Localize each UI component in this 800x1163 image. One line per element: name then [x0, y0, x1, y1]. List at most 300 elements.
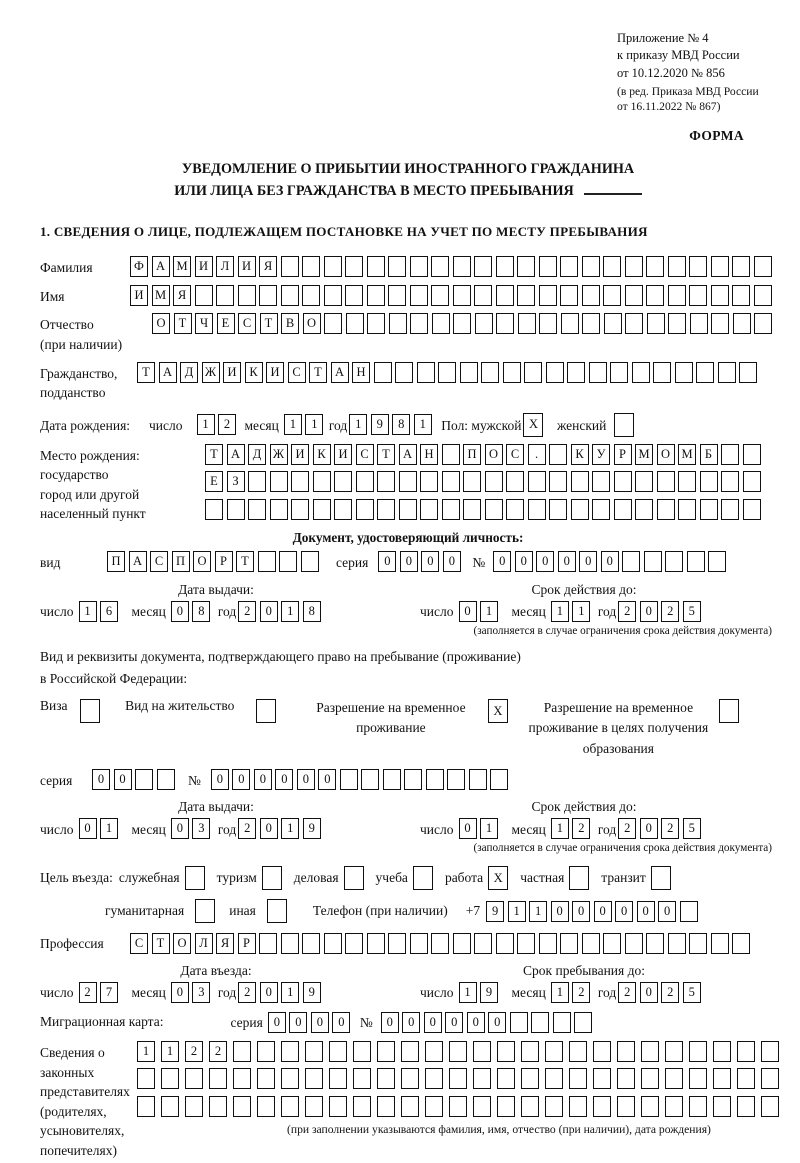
- char-cell[interactable]: [641, 1096, 659, 1117]
- char-cell[interactable]: [675, 362, 693, 383]
- char-cell[interactable]: 2: [238, 818, 256, 839]
- char-cell[interactable]: Л: [195, 933, 213, 954]
- char-cell[interactable]: [449, 1096, 467, 1117]
- char-cell[interactable]: [431, 256, 449, 277]
- char-cell[interactable]: [302, 256, 320, 277]
- char-cell[interactable]: И: [223, 362, 241, 383]
- char-cell[interactable]: [497, 1041, 515, 1062]
- char-cell[interactable]: 9: [480, 982, 498, 1003]
- char-cell[interactable]: [361, 769, 379, 790]
- char-cell[interactable]: [567, 362, 585, 383]
- char-cell[interactable]: 2: [572, 818, 590, 839]
- char-cell[interactable]: 0: [232, 769, 250, 790]
- char-cell[interactable]: 2: [618, 818, 636, 839]
- char-cell[interactable]: 0: [332, 1012, 350, 1033]
- char-cell[interactable]: 0: [114, 769, 132, 790]
- char-cell[interactable]: [603, 256, 621, 277]
- char-cell[interactable]: [453, 313, 471, 334]
- char-cell[interactable]: [291, 471, 309, 492]
- char-cell[interactable]: [592, 499, 610, 520]
- char-cell[interactable]: М: [635, 444, 653, 465]
- char-cell[interactable]: О: [193, 551, 211, 572]
- char-cell[interactable]: 1: [281, 601, 299, 622]
- char-cell[interactable]: [259, 933, 277, 954]
- char-cell[interactable]: [432, 313, 450, 334]
- char-cell[interactable]: [447, 769, 465, 790]
- char-cell[interactable]: [257, 1041, 275, 1062]
- char-cell[interactable]: [668, 285, 686, 306]
- char-cell[interactable]: [646, 285, 664, 306]
- char-cell[interactable]: [329, 1041, 347, 1062]
- char-cell[interactable]: [401, 1096, 419, 1117]
- char-cell[interactable]: Т: [309, 362, 327, 383]
- char-cell[interactable]: С: [150, 551, 168, 572]
- char-cell[interactable]: [761, 1041, 779, 1062]
- char-cell[interactable]: И: [334, 444, 352, 465]
- char-cell[interactable]: [410, 285, 428, 306]
- char-cell[interactable]: 0: [579, 551, 597, 572]
- char-cell[interactable]: [743, 444, 761, 465]
- char-cell[interactable]: [417, 362, 435, 383]
- char-cell[interactable]: Я: [259, 256, 277, 277]
- char-cell[interactable]: [399, 499, 417, 520]
- char-cell[interactable]: [635, 499, 653, 520]
- char-cell[interactable]: [711, 256, 729, 277]
- char-cell[interactable]: [592, 471, 610, 492]
- char-cell[interactable]: 2: [661, 601, 679, 622]
- char-cell[interactable]: [549, 499, 567, 520]
- char-cell[interactable]: [334, 471, 352, 492]
- char-cell[interactable]: Н: [352, 362, 370, 383]
- checkbox-cell[interactable]: [344, 866, 364, 890]
- char-cell[interactable]: 1: [284, 414, 302, 435]
- char-cell[interactable]: [420, 471, 438, 492]
- char-cell[interactable]: 0: [260, 818, 278, 839]
- char-cell[interactable]: 0: [421, 551, 439, 572]
- char-cell[interactable]: [617, 1068, 635, 1089]
- char-cell[interactable]: [313, 499, 331, 520]
- char-cell[interactable]: 0: [640, 818, 658, 839]
- char-cell[interactable]: [582, 313, 600, 334]
- char-cell[interactable]: [721, 471, 739, 492]
- char-cell[interactable]: [442, 499, 460, 520]
- char-cell[interactable]: [425, 1068, 443, 1089]
- char-cell[interactable]: [356, 471, 374, 492]
- char-cell[interactable]: [528, 471, 546, 492]
- char-cell[interactable]: [453, 933, 471, 954]
- char-cell[interactable]: [668, 313, 686, 334]
- checkbox-cell[interactable]: [614, 413, 634, 437]
- char-cell[interactable]: 0: [467, 1012, 485, 1033]
- char-cell[interactable]: О: [485, 444, 503, 465]
- char-cell[interactable]: [678, 499, 696, 520]
- checkbox-cell[interactable]: [256, 699, 276, 723]
- char-cell[interactable]: Ч: [195, 313, 213, 334]
- char-cell[interactable]: Я: [173, 285, 191, 306]
- char-cell[interactable]: Т: [152, 933, 170, 954]
- char-cell[interactable]: [334, 499, 352, 520]
- char-cell[interactable]: 1: [161, 1041, 179, 1062]
- char-cell[interactable]: [383, 769, 401, 790]
- char-cell[interactable]: [506, 499, 524, 520]
- char-cell[interactable]: [377, 1041, 395, 1062]
- char-cell[interactable]: 8: [303, 601, 321, 622]
- char-cell[interactable]: [474, 285, 492, 306]
- char-cell[interactable]: [571, 471, 589, 492]
- char-cell[interactable]: 0: [459, 601, 477, 622]
- char-cell[interactable]: 0: [289, 1012, 307, 1033]
- char-cell[interactable]: [410, 933, 428, 954]
- char-cell[interactable]: [593, 1068, 611, 1089]
- char-cell[interactable]: [353, 1041, 371, 1062]
- char-cell[interactable]: [248, 499, 266, 520]
- char-cell[interactable]: [711, 285, 729, 306]
- char-cell[interactable]: [463, 499, 481, 520]
- char-cell[interactable]: 0: [254, 769, 272, 790]
- char-cell[interactable]: 0: [79, 818, 97, 839]
- char-cell[interactable]: 2: [209, 1041, 227, 1062]
- char-cell[interactable]: [313, 471, 331, 492]
- char-cell[interactable]: [625, 933, 643, 954]
- char-cell[interactable]: [668, 256, 686, 277]
- char-cell[interactable]: [209, 1096, 227, 1117]
- char-cell[interactable]: [305, 1096, 323, 1117]
- char-cell[interactable]: 1: [349, 414, 367, 435]
- char-cell[interactable]: Т: [137, 362, 155, 383]
- char-cell[interactable]: Я: [216, 933, 234, 954]
- char-cell[interactable]: Е: [205, 471, 223, 492]
- char-cell[interactable]: [431, 285, 449, 306]
- char-cell[interactable]: А: [129, 551, 147, 572]
- char-cell[interactable]: [646, 256, 664, 277]
- char-cell[interactable]: [438, 362, 456, 383]
- char-cell[interactable]: С: [130, 933, 148, 954]
- char-cell[interactable]: [281, 1068, 299, 1089]
- char-cell[interactable]: [460, 362, 478, 383]
- char-cell[interactable]: [324, 285, 342, 306]
- char-cell[interactable]: [635, 471, 653, 492]
- char-cell[interactable]: [625, 285, 643, 306]
- char-cell[interactable]: [732, 933, 750, 954]
- char-cell[interactable]: [420, 499, 438, 520]
- char-cell[interactable]: [560, 256, 578, 277]
- char-cell[interactable]: [388, 933, 406, 954]
- checkbox-cell[interactable]: X: [523, 413, 543, 437]
- char-cell[interactable]: [345, 933, 363, 954]
- char-cell[interactable]: Т: [174, 313, 192, 334]
- char-cell[interactable]: [388, 256, 406, 277]
- char-cell[interactable]: Б: [700, 444, 718, 465]
- char-cell[interactable]: [469, 769, 487, 790]
- char-cell[interactable]: 1: [281, 982, 299, 1003]
- char-cell[interactable]: [301, 551, 319, 572]
- char-cell[interactable]: 1: [480, 601, 498, 622]
- char-cell[interactable]: 0: [275, 769, 293, 790]
- char-cell[interactable]: 5: [683, 601, 701, 622]
- char-cell[interactable]: 2: [185, 1041, 203, 1062]
- char-cell[interactable]: [518, 313, 536, 334]
- char-cell[interactable]: [353, 1096, 371, 1117]
- char-cell[interactable]: [305, 1068, 323, 1089]
- char-cell[interactable]: [737, 1096, 755, 1117]
- char-cell[interactable]: [754, 285, 772, 306]
- char-cell[interactable]: [257, 1096, 275, 1117]
- char-cell[interactable]: [503, 362, 521, 383]
- char-cell[interactable]: [442, 444, 460, 465]
- char-cell[interactable]: [574, 1012, 592, 1033]
- char-cell[interactable]: [463, 471, 481, 492]
- char-cell[interactable]: [496, 285, 514, 306]
- char-cell[interactable]: [410, 313, 428, 334]
- char-cell[interactable]: 0: [459, 818, 477, 839]
- char-cell[interactable]: 0: [378, 551, 396, 572]
- char-cell[interactable]: У: [592, 444, 610, 465]
- char-cell[interactable]: [281, 256, 299, 277]
- char-cell[interactable]: 1: [572, 601, 590, 622]
- char-cell[interactable]: [614, 471, 632, 492]
- char-cell[interactable]: Ж: [270, 444, 288, 465]
- char-cell[interactable]: [233, 1041, 251, 1062]
- checkbox-cell[interactable]: X: [488, 699, 508, 723]
- char-cell[interactable]: [711, 933, 729, 954]
- char-cell[interactable]: Н: [420, 444, 438, 465]
- char-cell[interactable]: [259, 285, 277, 306]
- char-cell[interactable]: 0: [493, 551, 511, 572]
- char-cell[interactable]: 0: [640, 982, 658, 1003]
- char-cell[interactable]: [641, 1068, 659, 1089]
- char-cell[interactable]: 1: [529, 901, 547, 922]
- char-cell[interactable]: К: [571, 444, 589, 465]
- char-cell[interactable]: [449, 1068, 467, 1089]
- char-cell[interactable]: С: [238, 313, 256, 334]
- char-cell[interactable]: [665, 1041, 683, 1062]
- char-cell[interactable]: [227, 499, 245, 520]
- char-cell[interactable]: 1: [305, 414, 323, 435]
- char-cell[interactable]: [622, 551, 640, 572]
- char-cell[interactable]: [270, 471, 288, 492]
- char-cell[interactable]: Р: [614, 444, 632, 465]
- char-cell[interactable]: [248, 471, 266, 492]
- char-cell[interactable]: 3: [192, 982, 210, 1003]
- char-cell[interactable]: 0: [601, 551, 619, 572]
- char-cell[interactable]: [582, 933, 600, 954]
- char-cell[interactable]: Т: [260, 313, 278, 334]
- char-cell[interactable]: [646, 933, 664, 954]
- char-cell[interactable]: [389, 313, 407, 334]
- char-cell[interactable]: [377, 1068, 395, 1089]
- char-cell[interactable]: [496, 933, 514, 954]
- char-cell[interactable]: [517, 256, 535, 277]
- char-cell[interactable]: [345, 256, 363, 277]
- char-cell[interactable]: [589, 362, 607, 383]
- char-cell[interactable]: [431, 933, 449, 954]
- char-cell[interactable]: [582, 285, 600, 306]
- char-cell[interactable]: [185, 1096, 203, 1117]
- char-cell[interactable]: [625, 313, 643, 334]
- char-cell[interactable]: [238, 285, 256, 306]
- char-cell[interactable]: [549, 471, 567, 492]
- char-cell[interactable]: [377, 1096, 395, 1117]
- char-cell[interactable]: [481, 362, 499, 383]
- char-cell[interactable]: [678, 471, 696, 492]
- char-cell[interactable]: [137, 1096, 155, 1117]
- char-cell[interactable]: [593, 1096, 611, 1117]
- char-cell[interactable]: [374, 362, 392, 383]
- checkbox-cell[interactable]: [195, 899, 215, 923]
- char-cell[interactable]: [329, 1096, 347, 1117]
- char-cell[interactable]: [329, 1068, 347, 1089]
- checkbox-cell[interactable]: [719, 699, 739, 723]
- char-cell[interactable]: [521, 1096, 539, 1117]
- char-cell[interactable]: [425, 1041, 443, 1062]
- char-cell[interactable]: [453, 256, 471, 277]
- char-cell[interactable]: 0: [260, 982, 278, 1003]
- char-cell[interactable]: В: [281, 313, 299, 334]
- char-cell[interactable]: [632, 362, 650, 383]
- char-cell[interactable]: И: [195, 256, 213, 277]
- char-cell[interactable]: 0: [402, 1012, 420, 1033]
- char-cell[interactable]: [404, 769, 422, 790]
- char-cell[interactable]: [617, 1096, 635, 1117]
- char-cell[interactable]: [711, 313, 729, 334]
- char-cell[interactable]: [754, 256, 772, 277]
- char-cell[interactable]: 2: [618, 982, 636, 1003]
- char-cell[interactable]: 9: [371, 414, 389, 435]
- char-cell[interactable]: 1: [100, 818, 118, 839]
- char-cell[interactable]: [510, 1012, 528, 1033]
- char-cell[interactable]: 0: [572, 901, 590, 922]
- char-cell[interactable]: [524, 362, 542, 383]
- char-cell[interactable]: [137, 1068, 155, 1089]
- char-cell[interactable]: [647, 313, 665, 334]
- char-cell[interactable]: О: [657, 444, 675, 465]
- char-cell[interactable]: С: [506, 444, 524, 465]
- char-cell[interactable]: [708, 551, 726, 572]
- char-cell[interactable]: [399, 471, 417, 492]
- char-cell[interactable]: [195, 285, 213, 306]
- char-cell[interactable]: 1: [281, 818, 299, 839]
- char-cell[interactable]: [485, 499, 503, 520]
- char-cell[interactable]: 0: [400, 551, 418, 572]
- char-cell[interactable]: [761, 1068, 779, 1089]
- char-cell[interactable]: [521, 1041, 539, 1062]
- char-cell[interactable]: [161, 1096, 179, 1117]
- char-cell[interactable]: [475, 313, 493, 334]
- char-cell[interactable]: [353, 1068, 371, 1089]
- char-cell[interactable]: [569, 1068, 587, 1089]
- char-cell[interactable]: .: [528, 444, 546, 465]
- char-cell[interactable]: [713, 1068, 731, 1089]
- char-cell[interactable]: 5: [683, 982, 701, 1003]
- char-cell[interactable]: [401, 1068, 419, 1089]
- char-cell[interactable]: З: [227, 471, 245, 492]
- char-cell[interactable]: П: [172, 551, 190, 572]
- char-cell[interactable]: [442, 471, 460, 492]
- char-cell[interactable]: [473, 1096, 491, 1117]
- checkbox-cell[interactable]: [413, 866, 433, 890]
- char-cell[interactable]: [497, 1068, 515, 1089]
- char-cell[interactable]: [721, 499, 739, 520]
- char-cell[interactable]: [737, 1041, 755, 1062]
- char-cell[interactable]: [324, 313, 342, 334]
- char-cell[interactable]: 0: [171, 818, 189, 839]
- char-cell[interactable]: 0: [211, 769, 229, 790]
- char-cell[interactable]: [754, 313, 772, 334]
- char-cell[interactable]: [571, 499, 589, 520]
- char-cell[interactable]: Ж: [202, 362, 220, 383]
- char-cell[interactable]: 9: [486, 901, 504, 922]
- char-cell[interactable]: А: [152, 256, 170, 277]
- char-cell[interactable]: 1: [197, 414, 215, 435]
- char-cell[interactable]: [257, 1068, 275, 1089]
- char-cell[interactable]: [340, 769, 358, 790]
- char-cell[interactable]: [324, 256, 342, 277]
- char-cell[interactable]: 1: [551, 818, 569, 839]
- char-cell[interactable]: [665, 1068, 683, 1089]
- char-cell[interactable]: [291, 499, 309, 520]
- char-cell[interactable]: 1: [414, 414, 432, 435]
- char-cell[interactable]: 2: [218, 414, 236, 435]
- char-cell[interactable]: [209, 1068, 227, 1089]
- char-cell[interactable]: И: [291, 444, 309, 465]
- char-cell[interactable]: [743, 471, 761, 492]
- char-cell[interactable]: [305, 1041, 323, 1062]
- char-cell[interactable]: [506, 471, 524, 492]
- char-cell[interactable]: [367, 933, 385, 954]
- char-cell[interactable]: [761, 1096, 779, 1117]
- char-cell[interactable]: [668, 933, 686, 954]
- char-cell[interactable]: [258, 551, 276, 572]
- char-cell[interactable]: С: [288, 362, 306, 383]
- char-cell[interactable]: [689, 1041, 707, 1062]
- char-cell[interactable]: Е: [217, 313, 235, 334]
- char-cell[interactable]: [426, 769, 444, 790]
- char-cell[interactable]: Д: [248, 444, 266, 465]
- char-cell[interactable]: 0: [424, 1012, 442, 1033]
- char-cell[interactable]: [539, 933, 557, 954]
- char-cell[interactable]: [302, 933, 320, 954]
- char-cell[interactable]: 3: [192, 818, 210, 839]
- char-cell[interactable]: [281, 1041, 299, 1062]
- char-cell[interactable]: [474, 933, 492, 954]
- char-cell[interactable]: 8: [392, 414, 410, 435]
- char-cell[interactable]: 0: [536, 551, 554, 572]
- char-cell[interactable]: 0: [297, 769, 315, 790]
- char-cell[interactable]: 0: [594, 901, 612, 922]
- char-cell[interactable]: [569, 1096, 587, 1117]
- char-cell[interactable]: 1: [79, 601, 97, 622]
- char-cell[interactable]: [216, 285, 234, 306]
- char-cell[interactable]: И: [130, 285, 148, 306]
- char-cell[interactable]: [425, 1096, 443, 1117]
- char-cell[interactable]: 2: [79, 982, 97, 1003]
- char-cell[interactable]: [135, 769, 153, 790]
- char-cell[interactable]: 2: [618, 601, 636, 622]
- char-cell[interactable]: [185, 1068, 203, 1089]
- char-cell[interactable]: [270, 499, 288, 520]
- char-cell[interactable]: [453, 285, 471, 306]
- char-cell[interactable]: [531, 1012, 549, 1033]
- char-cell[interactable]: [388, 285, 406, 306]
- char-cell[interactable]: [689, 933, 707, 954]
- char-cell[interactable]: [582, 256, 600, 277]
- char-cell[interactable]: [324, 933, 342, 954]
- char-cell[interactable]: 7: [100, 982, 118, 1003]
- char-cell[interactable]: [496, 256, 514, 277]
- char-cell[interactable]: [517, 285, 535, 306]
- char-cell[interactable]: [367, 256, 385, 277]
- char-cell[interactable]: М: [678, 444, 696, 465]
